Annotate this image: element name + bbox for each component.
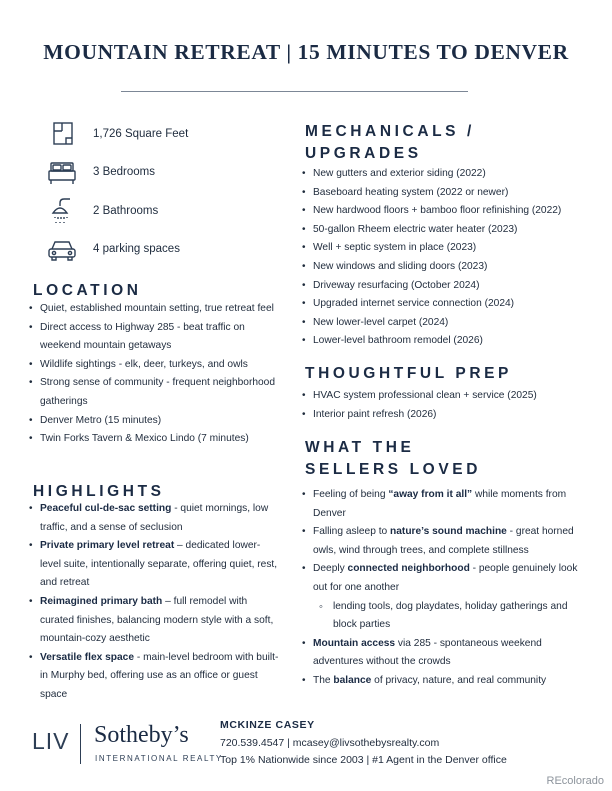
loved-heading-line1: WHAT THE <box>305 439 415 456</box>
list-item: • New lower-level carpet (2024) <box>301 314 591 333</box>
list-item: • Upgraded internet service connection (2024) <box>301 295 591 314</box>
shower-icon <box>42 195 82 229</box>
list-item: • New gutters and exterior siding (2022) <box>301 165 591 184</box>
logo-sothebys: Sotheby’s <box>94 722 189 748</box>
list-item <box>28 500 280 537</box>
list-item <box>28 537 280 593</box>
list-item <box>301 560 591 634</box>
fact-bedrooms <box>38 156 288 190</box>
list-item: • HVAC system professional clean + service (2025) <box>301 387 591 406</box>
highlights-list <box>28 500 280 705</box>
page-title: MOUNTAIN RETREAT | 15 MINUTES TO DENVER <box>43 40 569 64</box>
agent-name: MCKINZE CASEY <box>220 719 315 731</box>
list-item: • Twin Forks Tavern & Mexico Lindo (7 minutes) <box>28 430 278 449</box>
item-post: of privacy, nature, and real community <box>371 674 547 686</box>
mechanicals-heading-line1: MECHANICALS / <box>305 123 475 140</box>
list-item: • Interior paint refresh (2026) <box>301 406 591 425</box>
highlights-heading: HIGHLIGHTS <box>33 483 165 500</box>
list-item: • Quiet, established mountain setting, true retreat feel <box>28 300 278 319</box>
location-heading: LOCATION <box>33 282 142 299</box>
logo-divider <box>80 724 81 764</box>
item-bold: connected neighborhood <box>347 563 470 575</box>
item-post: - great horned owls, wind through trees, and complete stillness <box>313 526 574 556</box>
mechanicals-heading <box>305 121 475 165</box>
item-text: - quiet mornings, low traffic, and a sense of seclusion <box>40 503 269 533</box>
prep-heading: THOUGHTFUL PREP <box>305 365 512 382</box>
prep-list <box>301 387 591 424</box>
loved-heading-line2: SELLERS LOVED <box>305 461 481 478</box>
title-divider <box>121 91 468 92</box>
fact-parking <box>38 233 288 267</box>
list-item: • New hardwood floors + bamboo floor refinishing (2022) <box>301 202 591 221</box>
list-item: • Lower-level bathroom remodel (2026) <box>301 332 591 351</box>
list-item <box>301 635 591 672</box>
list-item <box>301 486 591 523</box>
list-item: • Baseboard heating system (2022 or newer) <box>301 184 591 203</box>
item-text: – dedicated lower-level suite, intentionally separate, offering quiet, rest, and retreat <box>40 540 278 589</box>
location-list <box>28 300 278 449</box>
item-pre: The <box>313 674 334 686</box>
list-item: • Direct access to Highway 285 - beat traffic on weekend mountain getaways <box>28 319 278 356</box>
list-item: • Well + septic system in place (2023) <box>301 239 591 258</box>
item-post: via 285 - spontaneous weekend adventures without the crowds <box>313 637 542 668</box>
sub-list-item: ◦ lending tools, dog playdates, holiday gatherings and block parties <box>313 598 591 635</box>
loved-heading <box>305 437 481 481</box>
sub-list <box>313 598 591 635</box>
list-item: • Driveway resurfacing (October 2024) <box>301 277 591 296</box>
agent-contact: 720.539.4547 | mcasey@livsothebysrealty.com <box>220 736 440 749</box>
fact-text: 1,726 Square Feet <box>93 128 189 140</box>
agent-info <box>220 717 507 770</box>
item-bold: nature’s sound machine <box>390 526 507 538</box>
sothebys-logo <box>32 722 223 768</box>
item-text: – full remodel with curated finishes, balancing modern style with a soft, mountain-cozy aesthetic <box>40 595 274 645</box>
list-item <box>301 672 591 691</box>
item-post: while moments from Denver <box>313 489 567 519</box>
item-bold: Private primary level retreat <box>40 540 175 552</box>
logo-liv: LIV <box>32 728 70 754</box>
fact-text: 2 Bathrooms <box>93 205 159 217</box>
car-icon <box>42 233 82 267</box>
list-item: • Wildlife sightings - elk, deer, turkeys, and owls <box>28 356 278 375</box>
agent-tagline: Top 1% Nationwide since 2003 | #1 Agent in the Denver office <box>220 754 507 766</box>
item-pre: Falling asleep to <box>313 526 391 538</box>
list-item <box>28 649 280 705</box>
item-bold: “away from it all” <box>388 489 473 500</box>
item-pre: Deeply <box>313 563 348 575</box>
item-text: - main-level bedroom with built-in Murphy bed, offering use as an office or guest space <box>40 651 279 700</box>
list-item <box>28 593 280 649</box>
bed-icon <box>42 156 82 190</box>
recolorado-watermark: REcolorado <box>546 775 604 787</box>
loved-list <box>301 486 591 691</box>
fact-text: 4 parking spaces <box>93 243 180 255</box>
item-pre: Feeling of being <box>313 489 389 500</box>
item-bold: Versatile flex space <box>40 651 135 663</box>
logo-international-realty: INTERNATIONAL REALTY <box>95 754 223 763</box>
list-item <box>301 523 591 560</box>
mechanicals-list <box>301 165 591 351</box>
floorplan-icon <box>42 118 82 152</box>
list-item: • Strong sense of community - frequent neighborhood gatherings <box>28 374 278 411</box>
fact-bathrooms <box>38 195 288 229</box>
fact-text: 3 Bedrooms <box>93 166 156 178</box>
list-item: • New windows and sliding doors (2023) <box>301 258 591 277</box>
item-bold: Mountain access <box>313 637 396 649</box>
list-item: • Denver Metro (15 minutes) <box>28 412 278 431</box>
item-post: - people genuinely look out for one another <box>313 563 578 593</box>
item-bold: Reimagined primary bath <box>40 595 163 607</box>
item-bold: balance <box>333 674 372 686</box>
list-item: • 50-gallon Rheem electric water heater (2023) <box>301 221 591 240</box>
mechanicals-heading-line2: UPGRADES <box>305 145 422 162</box>
item-bold: Peaceful cul-de-sac setting <box>40 503 172 514</box>
fact-square-feet <box>38 118 288 152</box>
